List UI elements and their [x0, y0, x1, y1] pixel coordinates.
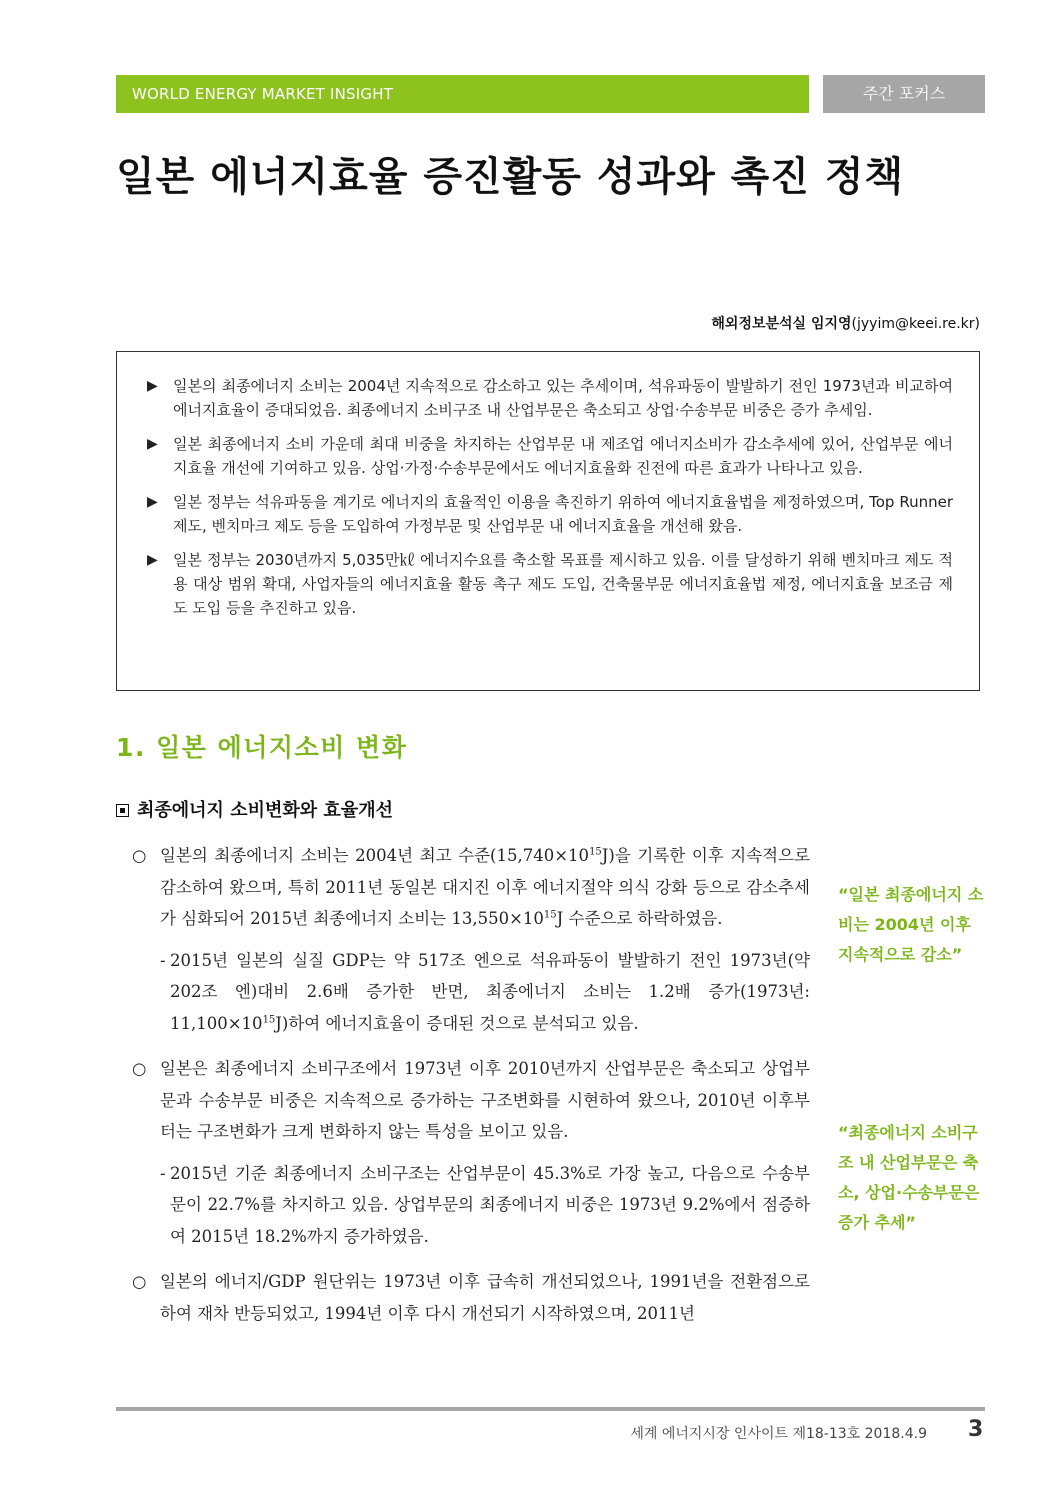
sub-heading: 최종에너지 소비변화와 효율개선 — [116, 796, 393, 822]
dash-bullet-icon: - — [160, 950, 166, 970]
summary-item: ▶ 일본의 최종에너지 소비는 2004년 지속적으로 감소하고 있는 추세이며, 석유파동이 발발하기 전인 1973년과 비교하여 에너지효율이 증대되었음. 최종에너지 소비구조 내 산업부문은 축소되고 상업·수송부문 비중은 증가 추세임. — [147, 374, 953, 422]
footer-divider — [116, 1407, 985, 1411]
body-paragraph: ○ 일본은 최종에너지 소비구조에서 1973년 이후 2010년까지 산업부문은 축소되고 상업부문과 수송부문 비중은 지속적으로 증가하는 구조변화를 시현하여 왔으나, 2010년 이후부터는 구조변화가 크게 변화하지 않는 특성을 보이고 있음. — [130, 1053, 810, 1148]
summary-item: ▶ 일본 정부는 석유파동을 계기로 에너지의 효율적인 이용을 촉진하기 위하여 에너지효율법을 제정하였으며, Top Runner제도, 벤치마크 제도 등을 도입하여 가정부문 및 산업부문 내 에너지효율을 개선해 왔음. — [147, 490, 953, 538]
page-number: 3 — [968, 1417, 984, 1442]
bullet-triangle-icon: ▶ — [147, 494, 158, 510]
author-line — [711, 313, 980, 333]
series-banner: WORLD ENERGY MARKET INSIGHT — [116, 75, 809, 113]
body-subitem: - 2015년 일본의 실질 GDP는 약 517조 엔으로 석유파동이 발발하기 전인 1973년(약 202조 엔)대비 2.6배 증가한 반면, 최종에너지 소비는 1.2배 증가(1973년: $11,100\times 10^{15}J$)하여 에너지효율이 증대된 것으로 분석되고 있음. — [130, 945, 810, 1040]
page-title: 일본 에너지효율 증진활동 성과와 촉진 정책 — [116, 154, 905, 200]
body-subitem: - 2015년 기준 최종에너지 소비구조는 산업부문이 45.3%로 가장 높고, 다음으로 수송부문이 22.7%를 차지하고 있음. 상업부문의 최종에너지 비중은 1973년 9.2%에서 점증하여 2015년 18.2%까지 증가하였음. — [130, 1158, 810, 1253]
body-paragraph: ○ 일본의 에너지/GDP 원단위는 1973년 이후 급속히 개선되었으나, 1991년을 전환점으로 하여 재차 반등되었고, 1994년 이후 다시 개선되기 시작하였으며, 2011년 — [130, 1266, 810, 1329]
section-tag: 주간 포커스 — [823, 75, 985, 113]
summary-box — [116, 351, 980, 691]
square-bullet-icon — [116, 804, 129, 817]
body-column — [130, 840, 810, 1339]
circle-bullet-icon: ○ — [132, 1059, 147, 1078]
body-paragraph: ○ 일본의 최종에너지 소비는 2004년 최고 수준$(15,740\times 10^{15}J)$을 기록한 이후 지속적으로 감소하여 왔으며, 특히 2011년 동일본 대지진 이후 에너지절약 의식 강화 등으로 감소추세가 심화되어 2015년 최종에너지 소비는 $13,550\times 10^{15}J$ 수준으로 하락하였음. — [130, 840, 810, 935]
pull-quote: “최종에너지 소비구조 내 산업부문은 축소, 상업·수송부문은 증가 추세” — [838, 1123, 980, 1232]
circle-bullet-icon: ○ — [132, 846, 147, 865]
bullet-triangle-icon: ▶ — [147, 378, 158, 394]
section-heading: 1. 일본 에너지소비 변화 — [116, 733, 408, 762]
summary-list — [147, 374, 953, 620]
summary-item: ▶ 일본 최종에너지 소비 가운데 최대 비중을 차지하는 산업부문 내 제조업 에너지소비가 감소추세에 있어, 산업부문 에너지효율 개선에 기여하고 있음. 상업·가정·수송부문에서도 에너지효율화 진전에 따른 효과가 나타나고 있음. — [147, 432, 953, 480]
pull-quote: “일본 최종에너지 소비는 2004년 이후 지속적으로 감소” — [838, 885, 984, 964]
circle-bullet-icon: ○ — [132, 1272, 147, 1291]
bullet-triangle-icon: ▶ — [147, 552, 158, 568]
author-email[interactable]: (jyyim@keei.re.kr) — [851, 316, 980, 332]
bullet-triangle-icon: ▶ — [147, 436, 158, 452]
footer-publication: 세계 에너지시장 인사이트 제18-13호 2018.4.9 — [630, 1426, 927, 1442]
summary-item: ▶ 일본 정부는 2030년까지 5,035만㎘ 에너지수요를 축소할 목표를 제시하고 있음. 이를 달성하기 위해 벤치마크 제도 적용 대상 범위 확대, 사업자들의 에너지효율 활동 촉구 제도 도입, 건축물부문 에너지효율법 제정, 에너지효율 보조금 제도 도입 등을 추진하고 있음. — [147, 548, 953, 620]
author-name: 해외정보분석실 임지영 — [711, 316, 852, 332]
dash-bullet-icon: - — [160, 1163, 166, 1183]
